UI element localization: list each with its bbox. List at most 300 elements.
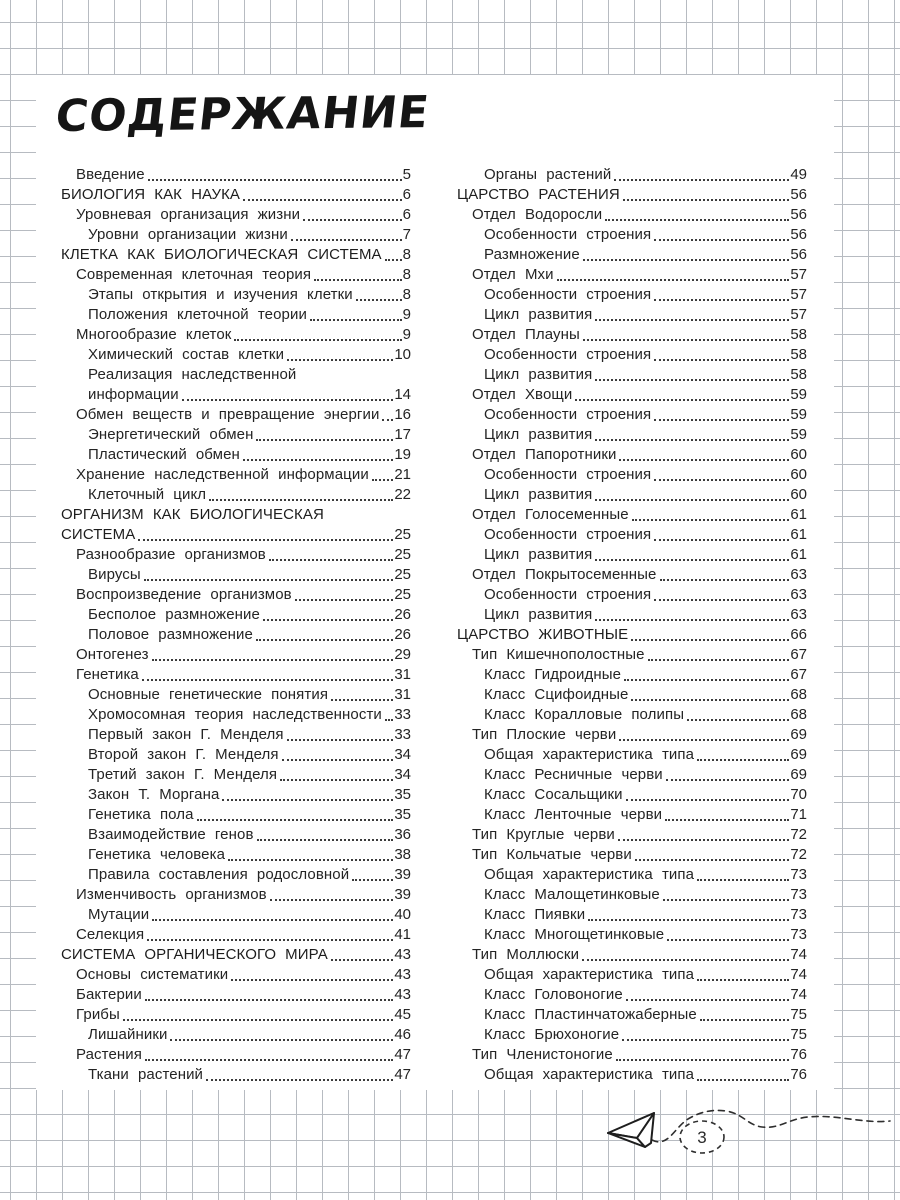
toc-entry-label: Правила составления родословной [88, 866, 350, 883]
toc-leader-dots [243, 459, 393, 461]
toc-page-number: 68 [790, 686, 807, 703]
toc-entry [457, 265, 807, 285]
toc-entry [457, 965, 807, 985]
toc-leader-dots [583, 259, 790, 261]
toc-entry [61, 385, 411, 405]
toc-page-number: 71 [790, 806, 807, 823]
toc-leader-dots [291, 239, 402, 241]
toc-page-number: 57 [790, 306, 807, 323]
toc-page-number: 74 [790, 966, 807, 983]
toc-entry-label: Третий закон Г. Менделя [88, 766, 278, 783]
toc-leader-dots [588, 919, 789, 921]
toc-page-number: 39 [394, 866, 411, 883]
toc-leader-dots [595, 499, 789, 501]
toc-page-number: 21 [394, 466, 411, 483]
toc-page-number: 69 [790, 726, 807, 743]
toc-leader-dots [700, 1019, 790, 1021]
toc-entry [61, 685, 411, 705]
toc-page-number: 75 [790, 1026, 807, 1043]
toc-entry [61, 645, 411, 665]
toc-entry-label: Класс Ленточные черви [484, 806, 663, 823]
toc-leader-dots [303, 219, 402, 221]
toc-entry-label: Основные генетические понятия [88, 686, 329, 703]
toc-page-number: 56 [790, 206, 807, 223]
toc-entry-label: Половое размножение [88, 626, 253, 643]
toc-leader-dots [234, 339, 401, 341]
toc-entry-label: Общая характеристика типа [484, 746, 695, 763]
toc-page-number: 9 [402, 306, 411, 323]
toc-entry [61, 265, 411, 285]
toc-page-number: 57 [790, 266, 807, 283]
toc-page-number: 57 [790, 286, 807, 303]
toc-leader-dots [385, 719, 393, 721]
toc-entry-label: Класс Ресничные черви [484, 766, 663, 783]
toc-entry [457, 465, 807, 485]
toc-page-number: 34 [394, 766, 411, 783]
toc-entry-label: Современная клеточная теория [76, 266, 312, 283]
toc-page-number: 60 [790, 446, 807, 463]
toc-page-number: 63 [790, 566, 807, 583]
toc-leader-dots [356, 299, 402, 301]
toc-entry-label: Отдел Голосеменные [472, 506, 629, 523]
toc-entry-label: Тип Моллюски [472, 946, 580, 963]
toc-entry-label: Ткани растений [88, 1066, 204, 1083]
toc-page-number: 60 [790, 466, 807, 483]
toc-entry [61, 185, 411, 205]
toc-page-number: 25 [394, 546, 411, 563]
toc-leader-dots [314, 279, 402, 281]
toc-entry [457, 505, 807, 525]
toc-leader-dots [256, 639, 393, 641]
toc-page-number: 31 [394, 686, 411, 703]
toc-entry [457, 165, 807, 185]
toc-entry [61, 785, 411, 805]
toc-entry-label: Особенности строения [484, 286, 652, 303]
toc-entry-label: Цикл развития [484, 366, 593, 383]
toc-leader-dots [635, 859, 789, 861]
toc-leader-dots [228, 859, 393, 861]
toc-leader-dots [331, 959, 393, 961]
toc-page-number: 17 [394, 426, 411, 443]
toc-entry [457, 765, 807, 785]
toc-entry [457, 445, 807, 465]
toc-entry [61, 485, 411, 505]
toc-entry-label: Особенности строения [484, 346, 652, 363]
toc-entry-label: СИСТЕМА ОРГАНИЧЕСКОГО МИРА [61, 946, 328, 963]
toc-page-number: 43 [394, 946, 411, 963]
toc-leader-dots [287, 359, 393, 361]
toc-entry [457, 1045, 807, 1065]
toc-page-number: 59 [790, 386, 807, 403]
toc-leader-dots [170, 1039, 393, 1041]
toc-entry-label: Уровни организации жизни [88, 226, 288, 243]
toc-entry [61, 1005, 411, 1025]
toc-entry-label: Тип Плоские черви [472, 726, 617, 743]
toc-page-number: 25 [394, 566, 411, 583]
toc-leader-dots [352, 879, 393, 881]
toc-entry-label: Основы систематики [76, 966, 229, 983]
toc-entry-label: Размножение [484, 246, 580, 263]
toc-entry [61, 585, 411, 605]
toc-leader-dots [123, 1019, 393, 1021]
toc-page-number: 58 [790, 366, 807, 383]
toc-leader-dots [626, 999, 789, 1001]
toc-entry-label: Отдел Мхи [472, 266, 554, 283]
toc-leader-dots [616, 1059, 790, 1061]
toc-page-number: 74 [790, 946, 807, 963]
toc-entry-label: Цикл развития [484, 486, 593, 503]
toc-entry-label: Изменчивость организмов [76, 886, 267, 903]
toc-entry [61, 745, 411, 765]
toc-entry [61, 885, 411, 905]
toc-leader-dots [663, 899, 790, 901]
toc-entry-label: Отдел Хвощи [472, 386, 573, 403]
toc-leader-dots [148, 179, 402, 181]
toc-entry [61, 905, 411, 925]
toc-entry [457, 645, 807, 665]
toc-entry [61, 245, 411, 265]
toc-page-number: 19 [394, 446, 411, 463]
toc-entry [61, 285, 411, 305]
toc-entry-label: Особенности строения [484, 526, 652, 543]
toc-leader-dots [222, 799, 393, 801]
toc-entry [457, 485, 807, 505]
toc-entry [457, 705, 807, 725]
toc-page-number: 26 [394, 606, 411, 623]
toc-leader-dots [557, 279, 790, 281]
toc-page-number: 5 [402, 166, 411, 183]
toc-leader-dots [623, 199, 790, 201]
toc-entry [457, 925, 807, 945]
toc-entry-label: Общая характеристика типа [484, 966, 695, 983]
toc-entry-label: Особенности строения [484, 586, 652, 603]
toc-page-number: 69 [790, 766, 807, 783]
toc-leader-dots [197, 819, 394, 821]
toc-entry-label: БИОЛОГИЯ КАК НАУКА [61, 186, 241, 203]
toc-leader-dots [144, 579, 394, 581]
toc-entry [61, 365, 411, 385]
toc-entry-label: Вирусы [88, 566, 141, 583]
toc-entry-label: ОРГАНИЗМ КАК БИОЛОГИЧЕСКАЯ [61, 506, 324, 523]
toc-entry [61, 345, 411, 365]
toc-entry-label: Генетика [76, 666, 139, 683]
toc-leader-dots [614, 179, 789, 181]
toc-entry-label: Класс Коралловые полипы [484, 706, 685, 723]
toc-entry [457, 1025, 807, 1045]
toc-entry-label: информации [88, 386, 179, 403]
toc-entry [457, 285, 807, 305]
toc-leader-dots [619, 459, 789, 461]
toc-leader-dots [654, 419, 789, 421]
toc-entry-label: Общая характеристика типа [484, 1066, 695, 1083]
toc-entry [61, 165, 411, 185]
toc-page-number: 61 [790, 506, 807, 523]
toc-page-number: 72 [790, 846, 807, 863]
toc-entry [61, 525, 411, 545]
toc-entry-label: Положения клеточной теории [88, 306, 307, 323]
toc-page-number: 59 [790, 406, 807, 423]
toc-leader-dots [697, 879, 789, 881]
toc-page-number: 9 [402, 326, 411, 343]
toc-entry [457, 685, 807, 705]
toc-page-number: 22 [394, 486, 411, 503]
toc-entry [61, 805, 411, 825]
toc-entry-label: Растения [76, 1046, 142, 1063]
toc-page-number: 8 [402, 266, 411, 283]
toc-entry-label: Генетика человека [88, 846, 226, 863]
paper-airplane-doodle [540, 1098, 900, 1170]
toc-leader-dots [618, 839, 789, 841]
toc-entry [61, 225, 411, 245]
toc-leader-dots [687, 719, 789, 721]
toc-entry [61, 1045, 411, 1065]
toc-leader-dots [622, 1039, 789, 1041]
toc-page-number: 26 [394, 626, 411, 643]
toc-page-number: 56 [790, 246, 807, 263]
toc-page-number: 33 [394, 706, 411, 723]
toc-entry [61, 985, 411, 1005]
toc-leader-dots [182, 399, 394, 401]
toc-column-left [61, 165, 411, 1085]
toc-page-number: 43 [394, 986, 411, 1003]
toc-entry [61, 825, 411, 845]
toc-column-right [457, 165, 807, 1085]
toc-entry-label: Введение [76, 166, 145, 183]
toc-page-number: 33 [394, 726, 411, 743]
toc-entry-label: Клеточный цикл [88, 486, 207, 503]
toc-leader-dots [595, 319, 789, 321]
toc-entry [457, 305, 807, 325]
toc-page-number: 68 [790, 706, 807, 723]
toc-entry-label: Закон Т. Моргана [88, 786, 220, 803]
toc-entry-label: Хранение наследственной информации [76, 466, 369, 483]
toc-page-number: 14 [394, 386, 411, 403]
toc-entry-label: Лишайники [88, 1026, 168, 1043]
toc-leader-dots [605, 219, 789, 221]
toc-leader-dots [595, 439, 789, 441]
toc-leader-dots [654, 299, 789, 301]
toc-entry-label: Цикл развития [484, 546, 593, 563]
toc-leader-dots [648, 659, 790, 661]
toc-page-number: 73 [790, 926, 807, 943]
toc-page-number: 25 [394, 526, 411, 543]
toc-page-number: 69 [790, 746, 807, 763]
toc-entry [61, 465, 411, 485]
toc-page-number: 73 [790, 886, 807, 903]
toc-entry [61, 665, 411, 685]
toc-page-number: 31 [394, 666, 411, 683]
toc-leader-dots [654, 599, 789, 601]
toc-leader-dots [595, 559, 789, 561]
toc-entry [457, 785, 807, 805]
toc-entry [457, 625, 807, 645]
toc-page-number: 66 [790, 626, 807, 643]
toc-entry-label: Этапы открытия и изучения клетки [88, 286, 353, 303]
toc-entry-label: Класс Брюхоногие [484, 1026, 620, 1043]
toc-entry [61, 405, 411, 425]
toc-entry-label: Отдел Покрытосеменные [472, 566, 657, 583]
toc-page-number: 8 [402, 246, 411, 263]
toc-entry-label: Химический состав клетки [88, 346, 285, 363]
toc-entry [457, 725, 807, 745]
toc-page-number: 25 [394, 586, 411, 603]
toc-entry [457, 545, 807, 565]
toc-entry-label: Первый закон Г. Менделя [88, 726, 284, 743]
toc-entry [457, 845, 807, 865]
toc-entry-label: Пластический обмен [88, 446, 240, 463]
toc-entry-label: Взаимодействие генов [88, 826, 254, 843]
toc-entry [457, 325, 807, 345]
toc-entry [61, 705, 411, 725]
toc-page-number: 16 [394, 406, 411, 423]
toc-entry [61, 445, 411, 465]
toc-entry-label: Класс Гидроидные [484, 666, 622, 683]
toc-leader-dots [269, 559, 393, 561]
toc-entry-label: Обмен веществ и превращение энергии [76, 406, 380, 423]
toc-entry-label: Цикл развития [484, 306, 593, 323]
toc-leader-dots [654, 479, 789, 481]
toc-page-number: 34 [394, 746, 411, 763]
toc-entry-label: Онтогенез [76, 646, 149, 663]
toc-entry [61, 545, 411, 565]
toc-entry-label: КЛЕТКА КАК БИОЛОГИЧЕСКАЯ СИСТЕМА [61, 246, 382, 263]
toc-entry-label: Цикл развития [484, 606, 593, 623]
toc-page-number: 60 [790, 486, 807, 503]
page-number: 3 [697, 1128, 707, 1147]
toc-leader-dots [256, 439, 393, 441]
toc-entry [457, 825, 807, 845]
toc-entry-label: Тип Кишечнополостные [472, 646, 645, 663]
toc-leader-dots [667, 939, 789, 941]
toc-leader-dots [282, 759, 394, 761]
toc-entry [457, 245, 807, 265]
toc-leader-dots [697, 759, 789, 761]
toc-entry [457, 1065, 807, 1085]
toc-entry [457, 405, 807, 425]
toc-entry-label: Мутации [88, 906, 150, 923]
toc-entry [61, 865, 411, 885]
toc-leader-dots [631, 639, 789, 641]
toc-leader-dots [654, 539, 789, 541]
toc-page-number: 73 [790, 906, 807, 923]
toc-leader-dots [295, 599, 394, 601]
toc-page-number: 38 [394, 846, 411, 863]
toc-entry-label: Бесполое размножение [88, 606, 260, 623]
toc-leader-dots [697, 979, 789, 981]
toc-entry-label: Класс Пиявки [484, 906, 586, 923]
toc-leader-dots [632, 519, 790, 521]
toc-leader-dots [257, 839, 394, 841]
toc-page-number: 63 [790, 606, 807, 623]
toc-entry-label: Многообразие клеток [76, 326, 232, 343]
page-content-panel [36, 75, 834, 1090]
toc-entry [61, 425, 411, 445]
toc-entry-label: Особенности строения [484, 226, 652, 243]
toc-page-number: 70 [790, 786, 807, 803]
toc-page-number: 39 [394, 886, 411, 903]
toc-page-number: 47 [394, 1046, 411, 1063]
toc-page-number: 10 [394, 346, 411, 363]
toc-leader-dots [582, 959, 789, 961]
toc-page-number: 61 [790, 526, 807, 543]
toc-leader-dots [243, 199, 402, 201]
toc-page-number: 45 [394, 1006, 411, 1023]
toc-entry-label: СИСТЕМА [61, 526, 136, 543]
toc-leader-dots [666, 779, 790, 781]
toc-entry [457, 565, 807, 585]
toc-entry-label: Селекция [76, 926, 145, 943]
toc-leader-dots [280, 779, 393, 781]
toc-page-number: 67 [790, 646, 807, 663]
toc-leader-dots [145, 1059, 393, 1061]
toc-page-number: 72 [790, 826, 807, 843]
toc-leader-dots [626, 799, 790, 801]
toc-entry [61, 1065, 411, 1085]
toc-entry-label: Общая характеристика типа [484, 866, 695, 883]
toc-leader-dots [382, 419, 393, 421]
toc-entry [457, 1005, 807, 1025]
toc-page-number: 46 [394, 1026, 411, 1043]
toc-entry [61, 725, 411, 745]
toc-page-number: 35 [394, 806, 411, 823]
toc-entry-label: Тип Круглые черви [472, 826, 615, 843]
toc-entry-label: Органы растений [484, 166, 612, 183]
toc-entry-label: Класс Многощетинковые [484, 926, 665, 943]
toc-entry [457, 345, 807, 365]
toc-entry-label: Класс Головоногие [484, 986, 623, 1003]
toc-page-number: 56 [790, 226, 807, 243]
toc-page-number: 58 [790, 346, 807, 363]
toc-entry [457, 365, 807, 385]
toc-page-number: 29 [394, 646, 411, 663]
toc-entry-label: Разнообразие организмов [76, 546, 266, 563]
toc-entry-label: Энергетический обмен [88, 426, 254, 443]
toc-entry [457, 205, 807, 225]
toc-entry-label: Особенности строения [484, 466, 652, 483]
toc-leader-dots [697, 1079, 789, 1081]
toc-leader-dots [263, 619, 393, 621]
toc-page-number: 40 [394, 906, 411, 923]
toc-leader-dots [631, 699, 789, 701]
toc-entry-label: Грибы [76, 1006, 120, 1023]
toc-leader-dots [142, 679, 393, 681]
toc-page-number: 8 [402, 286, 411, 303]
toc-leader-dots [231, 979, 393, 981]
toc-leader-dots [152, 659, 394, 661]
toc-entry-label: Уровневая организация жизни [76, 206, 301, 223]
toc-entry [61, 845, 411, 865]
toc-leader-dots [331, 699, 393, 701]
toc-page-number: 74 [790, 986, 807, 1003]
toc-entry-label: Бактерии [76, 986, 142, 1003]
toc-entry [61, 505, 411, 525]
toc-entry [457, 185, 807, 205]
toc-entry [457, 385, 807, 405]
toc-entry [457, 225, 807, 245]
toc-entry-label: Особенности строения [484, 406, 652, 423]
toc-entry [457, 865, 807, 885]
toc-page-number: 63 [790, 586, 807, 603]
toc-leader-dots [654, 359, 789, 361]
toc-page-number: 6 [402, 206, 411, 223]
page-title: СОДЕРЖАНИЕ [52, 87, 432, 142]
toc-entry [457, 665, 807, 685]
toc-entry [457, 985, 807, 1005]
toc-page-number: 7 [402, 226, 411, 243]
toc-entry-label: Класс Сцифоидные [484, 686, 629, 703]
toc-entry [61, 205, 411, 225]
toc-entry [457, 945, 807, 965]
